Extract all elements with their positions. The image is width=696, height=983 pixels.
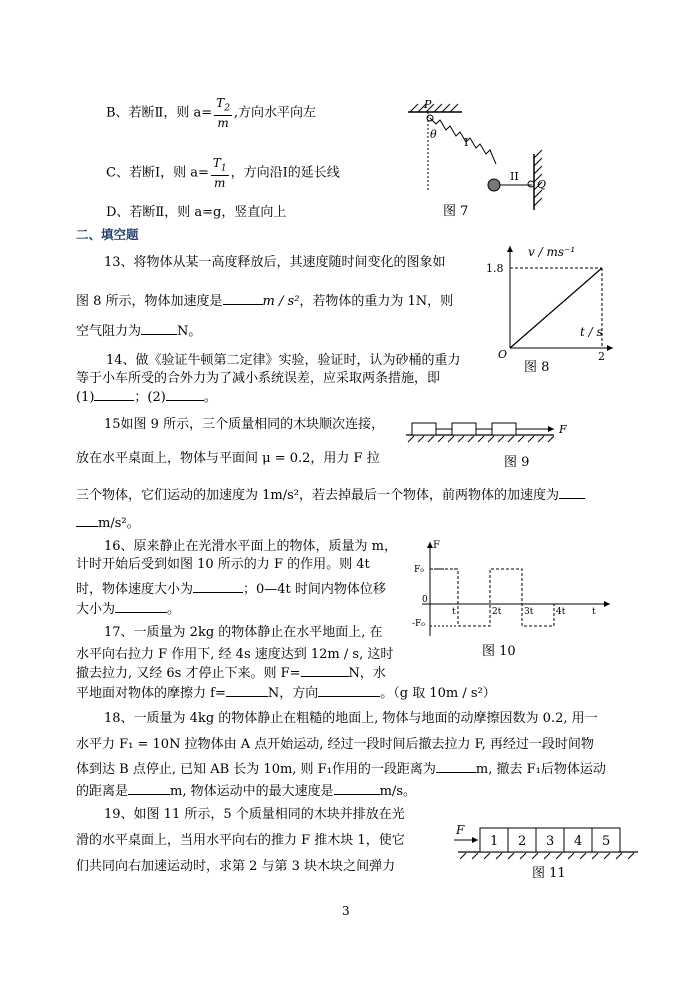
fig10-ylabel: F	[433, 540, 440, 551]
q18-blank-max-speed[interactable]	[334, 782, 380, 795]
q18-line3: 体到达 B 点停止, 已知 AB 长为 10m, 则 F₁作用的一段距离为 m, 撤去 F₁后物体运动	[76, 762, 606, 777]
q19-line3: 们共同向右加速运动时，求第 2 与第 3 块木块之间弹力	[76, 859, 396, 874]
block-2-label: 2	[518, 834, 527, 849]
option-d: D、若断Ⅱ，则 a=g，竖直向上	[106, 205, 287, 220]
q16-line1: 16、原来静止在光滑水平面上的物体，质量为 m，	[104, 539, 398, 554]
q18-line4: 的距离是 m, 物体运动中的最大速度是 m/s。	[76, 784, 416, 799]
q14-line3: (1) ；(2) 。	[76, 390, 217, 405]
q15-line2: 放在水平桌面上，物体与平面间 μ = 0.2，用力 F 拉	[76, 451, 380, 466]
q15-blank-b[interactable]	[76, 514, 98, 527]
q15-line3: 三个物体，它们运动的加速度为 1m/s²，若去掉最后一个物体，前两物体的加速度为	[76, 486, 585, 505]
fraction-t2-over-m: $\frac{T_2}{m}$	[216, 96, 230, 131]
q13-line1: 13、将物体从某一高度释放后，其速度随时间变化的图象如	[104, 255, 446, 270]
q16-line2: 计时开始后受到如图 10 所示的力 F 的作用。则 4t	[76, 557, 370, 572]
q17-line4: 平地面对物体的摩擦力 f= N，方向 。（g 取 10m / s²）	[76, 686, 496, 701]
q18-line1: 18、一质量为 4kg 的物体静止在粗糙的地面上, 物体与地面的动摩擦因数为 0.2, 用一	[104, 711, 598, 726]
fig10-negf0-label: -F₀	[412, 619, 425, 629]
fig10-tick-3t: 3t	[524, 607, 534, 617]
page-number: 3	[342, 904, 350, 918]
q13-line2: 图 8 所示，物体加速度是 m / s²，若物体的重力为 1N，则	[76, 294, 454, 309]
q18-blank-distance1[interactable]	[436, 760, 476, 773]
section-heading: 二、填空题	[76, 227, 139, 242]
fig8-caption: 图 8	[524, 360, 550, 375]
fig8-y-tick: 1.8	[486, 262, 504, 275]
q13-blank-resistance[interactable]	[141, 322, 177, 335]
figure-8-chart	[478, 240, 618, 360]
q17-line1: 17、一质量为 2kg 的物体静止在水平地面上, 在	[104, 625, 383, 640]
fig10-tick-t-end: t	[592, 607, 596, 617]
fig9-caption: 图 9	[504, 455, 530, 470]
q14-line1: 14、做《验证牛顿第二定律》实验，验证时，认为砂桶的重力	[106, 353, 461, 368]
q14-line2: 等于小车所受的合外力为了减小系统误差，应采取两条措施，即	[76, 371, 441, 386]
q16-line4: 大小为 。	[76, 602, 181, 617]
q14-blank-2[interactable]	[166, 388, 204, 401]
fig10-f0-label: F₀	[414, 565, 424, 575]
q18-blank-distance2[interactable]	[128, 782, 170, 795]
fig7-label-p: P	[424, 98, 432, 111]
q15-line1: 15如图 9 所示，三个质量相同的木块顺次连接，	[104, 417, 385, 432]
fig8-xlabel: t / s	[580, 325, 603, 339]
option-b: B、若断Ⅱ，则 a= $\frac{T_2}{m}$ ,方向水平向左	[106, 96, 317, 131]
q18-line2: 水平力 F₁ = 10N 拉物体由 A 点开始运动, 经过一段时间后撤去拉力 F, 再经过一段时间物	[76, 737, 594, 752]
q19-line1: 19、如图 11 所示，5 个质量相同的木块并排放在光	[104, 807, 405, 822]
fig11-force-label: F	[456, 823, 465, 837]
q17-blank-force[interactable]	[301, 664, 349, 677]
block-5-label: 5	[602, 834, 611, 849]
q16-blank-velocity[interactable]	[193, 580, 243, 593]
q13-line3: 空气阻力为 N。	[76, 324, 202, 339]
q19-line2: 滑的水平桌面上，当用水平向右的推力 F 推木块 1，使它	[76, 833, 405, 848]
q15-line4: m/s²。	[76, 514, 140, 533]
figure-11	[450, 818, 640, 860]
q17-blank-friction[interactable]	[226, 684, 268, 697]
fig7-label-theta: θ	[430, 128, 437, 141]
fig10-tick-4t: 4t	[556, 607, 566, 617]
figure-9	[404, 415, 574, 443]
q15-blank-a[interactable]	[559, 486, 585, 499]
fig8-x-tick: 2	[598, 350, 605, 360]
figure-10	[412, 536, 622, 644]
q13-blank-acceleration[interactable]	[223, 292, 263, 305]
fraction-t1-over-m: $\frac{T_1}{m}$	[212, 156, 227, 191]
fig7-caption: 图 7	[443, 204, 469, 219]
fig11-caption: 图 11	[532, 866, 566, 881]
fig10-tick-t: t	[452, 607, 456, 617]
option-c: C、若断Ⅰ，则 a= $\frac{T_1}{m}$ ，方向沿Ⅰ的延长线	[106, 156, 340, 191]
fig9-force-label: F	[559, 423, 567, 436]
fig10-origin: 0	[422, 595, 428, 605]
block-3-label: 3	[546, 834, 555, 849]
fig7-label-q: Q	[537, 178, 547, 191]
fig7-label-1: I	[464, 136, 469, 149]
fig7-label-2: II	[510, 170, 519, 183]
fig8-origin: O	[498, 348, 508, 360]
block-4-label: 4	[574, 834, 583, 849]
q16-line3: 时，物体速度大小为 ；0—4t 时间内物体位移	[76, 582, 386, 597]
q16-blank-displacement[interactable]	[115, 600, 167, 613]
block-1-label: 1	[490, 834, 499, 849]
q17-line2: 水平向右拉力 F 作用下, 经 4s 速度达到 12m / s, 这时	[76, 647, 394, 662]
q17-blank-direction[interactable]	[318, 684, 380, 697]
fig10-tick-2t: 2t	[492, 607, 502, 617]
q14-blank-1[interactable]	[94, 388, 134, 401]
fig8-ylabel: v / ms⁻¹	[528, 245, 576, 259]
fig10-caption: 图 10	[482, 644, 516, 659]
q17-line3: 撤去拉力, 又经 6s 才停止下来。则 F= N，水	[76, 666, 386, 681]
figure-7	[400, 92, 550, 222]
